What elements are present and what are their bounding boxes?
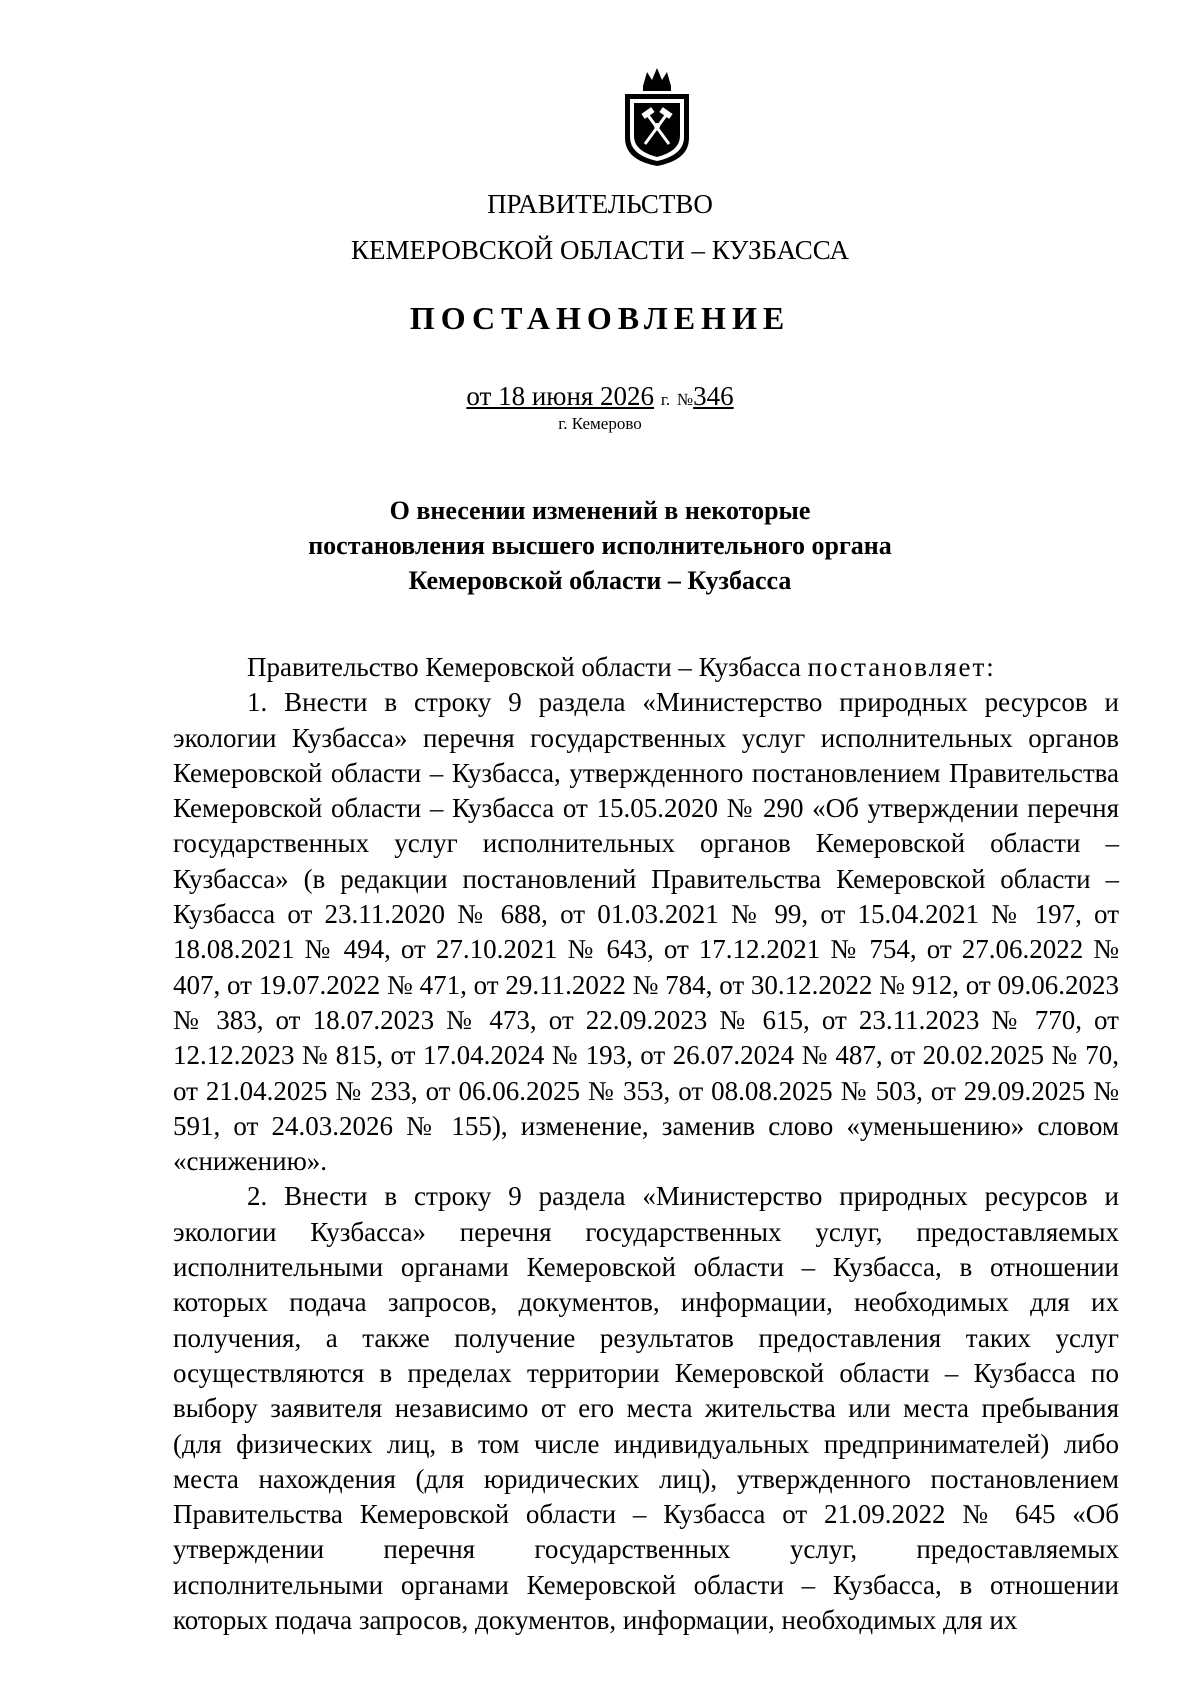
paragraph-2: 2. Внести в строку 9 раздела «Министерство природных ресурсов и экологии Кузбасса» перечня государственных услуг, предоставляемых исполнительными органами Кемеровской области – Кузбасса, в отношении которых подача запросов, документов, информации, необходимых для их получения, а также получение результатов предоставления таких услуг осуществляются в пределах территории Кемеровской области – Кузбасса по выбору заявителя независимо от его места жительства или места пребывания (для физических лиц, в том числе индивидуальных предпринимателей) либо места нахождения (для юридических лиц), утвержденного постановлением Правительства Кемеровской области – Кузбасса от 21.09.2022 № 645 «Об утверждении перечня государственных услуг, предоставляемых исполнительными органами Кемеровской области – Кузбасса, в отношении которых подача запросов, документов, информации, необходимых для их	[173, 1181, 1119, 1636]
document-city: г. Кемерово	[558, 414, 642, 433]
document-number: 346	[693, 381, 734, 411]
document-body	[173, 650, 1119, 1638]
title-line3: Кемеровской области – Кузбасса	[408, 566, 792, 595]
year-suffix: г.	[660, 390, 671, 409]
paragraph-1: 1. Внести в строку 9 раздела «Министерство природных ресурсов и экологии Кузбасса» перечня государственных услуг исполнительных органов Кемеровской области – Кузбасса, утвержденного постановлением Правительства Кемеровской области – Кузбасса от 15.05.2020 № 290 «Об утверждении перечня государственных услуг исполнительных органов Кемеровской области – Кузбасса» (в редакции постановлений Правительства Кемеровской области – Кузбасса от 23.11.2020 № 688, от 01.03.2021 № 99, от 15.04.2021 № 197, от 18.08.2021 № 494, от 27.10.2021 № 643, от 17.12.2021 № 754, от 27.06.2022 № 407, от 19.07.2022 № 471, от 29.11.2022 № 784, от 30.12.2022 № 912, от 09.06.2023 № 383, от 18.07.2023 № 473, от 22.09.2023 № 615, от 23.11.2023 № 770, от 12.12.2023 № 815, от 17.04.2024 № 193, от 26.07.2024 № 487, от 20.02.2025 № 70, от 21.04.2025 № 233, от 06.06.2025 № 353, от 08.08.2025 № 503, от 29.09.2025 № 591, от 24.03.2026 № 155), изменение, заменив слово «уменьшению» словом «снижению».	[173, 687, 1119, 1177]
title-line2: постановления высшего исполнительного органа	[308, 531, 892, 560]
title-line1: О внесении изменений в некоторые	[389, 496, 811, 525]
coat-of-arms-icon	[619, 64, 695, 168]
document-title	[250, 493, 950, 598]
number-sign: №	[676, 390, 694, 409]
preamble-text: Правительство Кемеровской области – Кузбасса	[247, 652, 801, 682]
document-type: ПОСТАНОВЛЕНИЕ	[409, 300, 791, 336]
org-name-line1: ПРАВИТЕЛЬСТВО	[487, 189, 713, 219]
document-date-number	[0, 380, 1200, 416]
document-date: от 18 июня 2026	[466, 381, 655, 411]
org-name-line2: КЕМЕРОВСКОЙ ОБЛАСТИ – КУЗБАССА	[351, 235, 849, 265]
preamble-keyword: постановляет:	[807, 652, 996, 682]
preamble	[173, 650, 1119, 685]
